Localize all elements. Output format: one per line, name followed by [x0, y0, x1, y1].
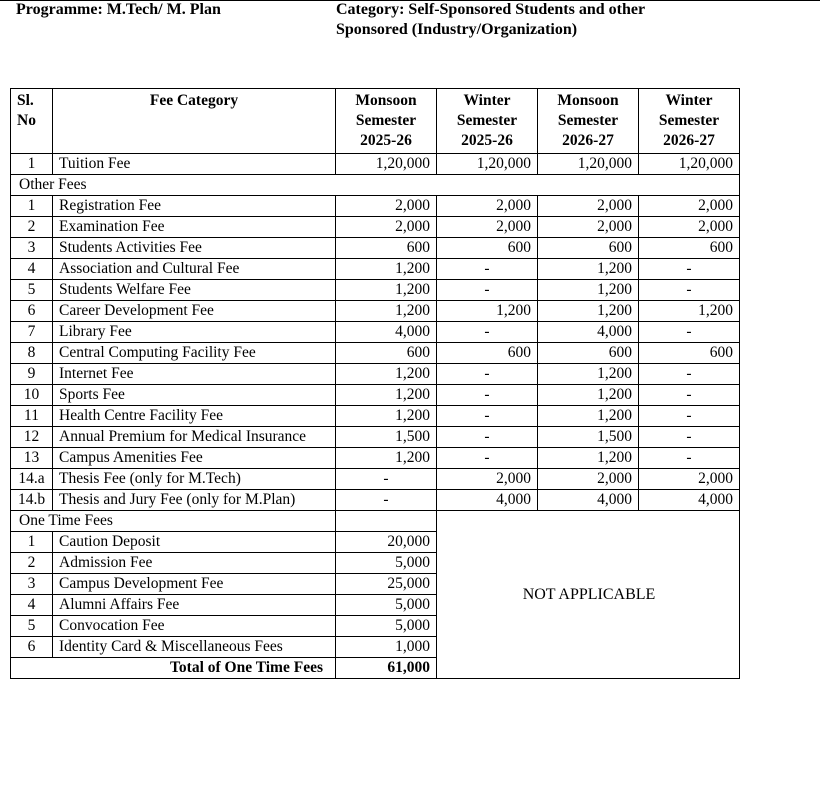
- not-applicable-note: NOT APPLICABLE: [437, 511, 740, 679]
- fee-name: Admission Fee: [53, 553, 336, 574]
- fee-amount: 1,200: [336, 280, 437, 301]
- table-row: [11, 469, 740, 490]
- fee-amount: 4,000: [538, 322, 639, 343]
- sl-no: 4: [11, 595, 53, 616]
- table-row: [11, 343, 740, 364]
- fee-name: Students Welfare Fee: [53, 280, 336, 301]
- fee-amount: 4,000: [538, 490, 639, 511]
- tuition-row: 1 Tuition Fee 1,20,000 1,20,000 1,20,000 1,20,000: [11, 154, 740, 175]
- fee-amount: 2,000: [639, 217, 740, 238]
- fee-amount: 1,200: [336, 259, 437, 280]
- fee-amount: 2,000: [538, 196, 639, 217]
- fee-name: Health Centre Facility Fee: [53, 406, 336, 427]
- table-row: [11, 238, 740, 259]
- fee-amount: -: [437, 364, 538, 385]
- fee-amount: -: [639, 448, 740, 469]
- fee-amount: 4,000: [437, 490, 538, 511]
- sl-no: 2: [11, 217, 53, 238]
- fee-amount: 1,200: [639, 301, 740, 322]
- fee-amount: 5,000: [336, 553, 437, 574]
- fee-name: Internet Fee: [53, 364, 336, 385]
- fee-name: Campus Development Fee: [53, 574, 336, 595]
- fee-amount: -: [437, 280, 538, 301]
- fee-amount: 1,200: [538, 364, 639, 385]
- semester-header: Winter Semester 2025-26: [437, 89, 538, 154]
- fee-amount: 1,200: [538, 259, 639, 280]
- fee-amount: 600: [336, 238, 437, 259]
- fee-name: Convocation Fee: [53, 616, 336, 637]
- fee-amount: 1,200: [336, 406, 437, 427]
- fee-amount: -: [639, 427, 740, 448]
- sl-no: 5: [11, 616, 53, 637]
- fee-amount: 25,000: [336, 574, 437, 595]
- fee-amount: 2,000: [437, 469, 538, 490]
- table-header-row: [11, 89, 740, 154]
- fee-amount: 600: [639, 238, 740, 259]
- table-row: [11, 448, 740, 469]
- fee-amount: 5,000: [336, 616, 437, 637]
- sl-no: 3: [11, 238, 53, 259]
- fee-amount: -: [639, 406, 740, 427]
- programme-heading: Programme: M.Tech/ M. Plan: [16, 1, 221, 18]
- fee-amount: -: [437, 427, 538, 448]
- sl-no: 4: [11, 259, 53, 280]
- fee-amount: 1,200: [538, 385, 639, 406]
- fee-name: Students Activities Fee: [53, 238, 336, 259]
- table-row: [11, 301, 740, 322]
- sl-no: 1: [11, 532, 53, 553]
- fee-amount: 1,200: [538, 406, 639, 427]
- fee-name: Alumni Affairs Fee: [53, 595, 336, 616]
- fee-name: Association and Cultural Fee: [53, 259, 336, 280]
- fee-amount: -: [639, 280, 740, 301]
- fee-amount: 2,000: [538, 469, 639, 490]
- table-row: [11, 427, 740, 448]
- fee-table: [10, 88, 740, 679]
- table-row: [11, 217, 740, 238]
- fee-amount: 2,000: [437, 217, 538, 238]
- fee-name: Library Fee: [53, 322, 336, 343]
- other-fees-body: [11, 196, 740, 511]
- table-row: [11, 406, 740, 427]
- fee-amount: 600: [437, 343, 538, 364]
- fee-amount: 2,000: [437, 196, 538, 217]
- fee-name: Central Computing Facility Fee: [53, 343, 336, 364]
- fee-amount: 1,200: [336, 385, 437, 406]
- sl-no: 10: [11, 385, 53, 406]
- sl-no: 11: [11, 406, 53, 427]
- fee-amount: 600: [538, 238, 639, 259]
- fee-amount: -: [639, 259, 740, 280]
- fee-amount: -: [639, 322, 740, 343]
- sl-no: 6: [11, 301, 53, 322]
- fee-amount: -: [437, 406, 538, 427]
- fee-amount: 1,000: [336, 637, 437, 658]
- fee-amount: 1,200: [336, 448, 437, 469]
- one-time-fees-body: [11, 511, 740, 679]
- fee-amount: 1,200: [437, 301, 538, 322]
- fee-amount: 600: [639, 343, 740, 364]
- fee-name: Caution Deposit: [53, 532, 336, 553]
- semester-header: Monsoon Semester 2025-26: [336, 89, 437, 154]
- fee-name: Examination Fee: [53, 217, 336, 238]
- sl-no: 6: [11, 637, 53, 658]
- table-row: [11, 196, 740, 217]
- fee-name: Campus Amenities Fee: [53, 448, 336, 469]
- fee-amount: -: [639, 364, 740, 385]
- total-value: 61,000: [336, 658, 437, 679]
- fee-amount: 2,000: [639, 469, 740, 490]
- fee-amount: 2,000: [336, 217, 437, 238]
- table-row: [11, 490, 740, 511]
- sl-no: 7: [11, 322, 53, 343]
- fee-amount: 2,000: [538, 217, 639, 238]
- fee-amount: 600: [538, 343, 639, 364]
- sl-no: 3: [11, 574, 53, 595]
- fee-amount: 1,500: [336, 427, 437, 448]
- fee-name: Career Development Fee: [53, 301, 336, 322]
- fee-amount: -: [639, 385, 740, 406]
- sl-no: 14.a: [11, 469, 53, 490]
- sl-no: 12: [11, 427, 53, 448]
- category-heading: [336, 0, 645, 40]
- table-row: [11, 322, 740, 343]
- fee-amount: -: [437, 322, 538, 343]
- sl-no: 5: [11, 280, 53, 301]
- fee-amount: -: [437, 385, 538, 406]
- category-line-1: Category: Self-Sponsored Students and other: [336, 1, 646, 18]
- sl-no: 9: [11, 364, 53, 385]
- sl-no: 8: [11, 343, 53, 364]
- fee-amount: 1,200: [336, 301, 437, 322]
- sl-no: 14.b: [11, 490, 53, 511]
- fee-amount: 1,500: [538, 427, 639, 448]
- fee-amount: -: [437, 259, 538, 280]
- sl-no-header: Sl. No: [11, 89, 53, 154]
- fee-category-header: Fee Category: [53, 89, 336, 154]
- section-other-fees: Other Fees: [11, 175, 740, 196]
- fee-name: Sports Fee: [53, 385, 336, 406]
- table-row: [11, 385, 740, 406]
- sl-no: 13: [11, 448, 53, 469]
- sl-no: 2: [11, 553, 53, 574]
- sl-no: 1: [11, 196, 53, 217]
- fee-amount: 1,200: [336, 364, 437, 385]
- fee-name: Thesis Fee (only for M.Tech): [53, 469, 336, 490]
- total-label: Total of One Time Fees: [11, 658, 336, 679]
- fee-amount: -: [336, 490, 437, 511]
- fee-amount: 1,200: [538, 280, 639, 301]
- fee-name: Tuition Fee: [53, 154, 336, 175]
- fee-amount: 4,000: [336, 322, 437, 343]
- fee-amount: 2,000: [639, 196, 740, 217]
- semester-header: Monsoon Semester 2026-27: [538, 89, 639, 154]
- section-one-time-fees: One Time Fees NOT APPLICABLE: [11, 511, 740, 532]
- fee-amount: 2,000: [336, 196, 437, 217]
- fee-amount: 1,200: [538, 301, 639, 322]
- fee-name: Annual Premium for Medical Insurance: [53, 427, 336, 448]
- table-row: [11, 259, 740, 280]
- fee-amount: -: [336, 469, 437, 490]
- fee-amount: 600: [437, 238, 538, 259]
- table-row: [11, 364, 740, 385]
- fee-amount: 5,000: [336, 595, 437, 616]
- fee-amount: 20,000: [336, 532, 437, 553]
- fee-amount: 1,200: [538, 448, 639, 469]
- fee-amount: -: [437, 448, 538, 469]
- fee-name: Thesis and Jury Fee (only for M.Plan): [53, 490, 336, 511]
- table-row: [11, 280, 740, 301]
- fee-name: Identity Card & Miscellaneous Fees: [53, 637, 336, 658]
- fee-amount: 4,000: [639, 490, 740, 511]
- fee-name: Registration Fee: [53, 196, 336, 217]
- category-line-2: Sponsored (Industry/Organization): [336, 21, 578, 38]
- semester-header: Winter Semester 2026-27: [639, 89, 740, 154]
- fee-amount: 600: [336, 343, 437, 364]
